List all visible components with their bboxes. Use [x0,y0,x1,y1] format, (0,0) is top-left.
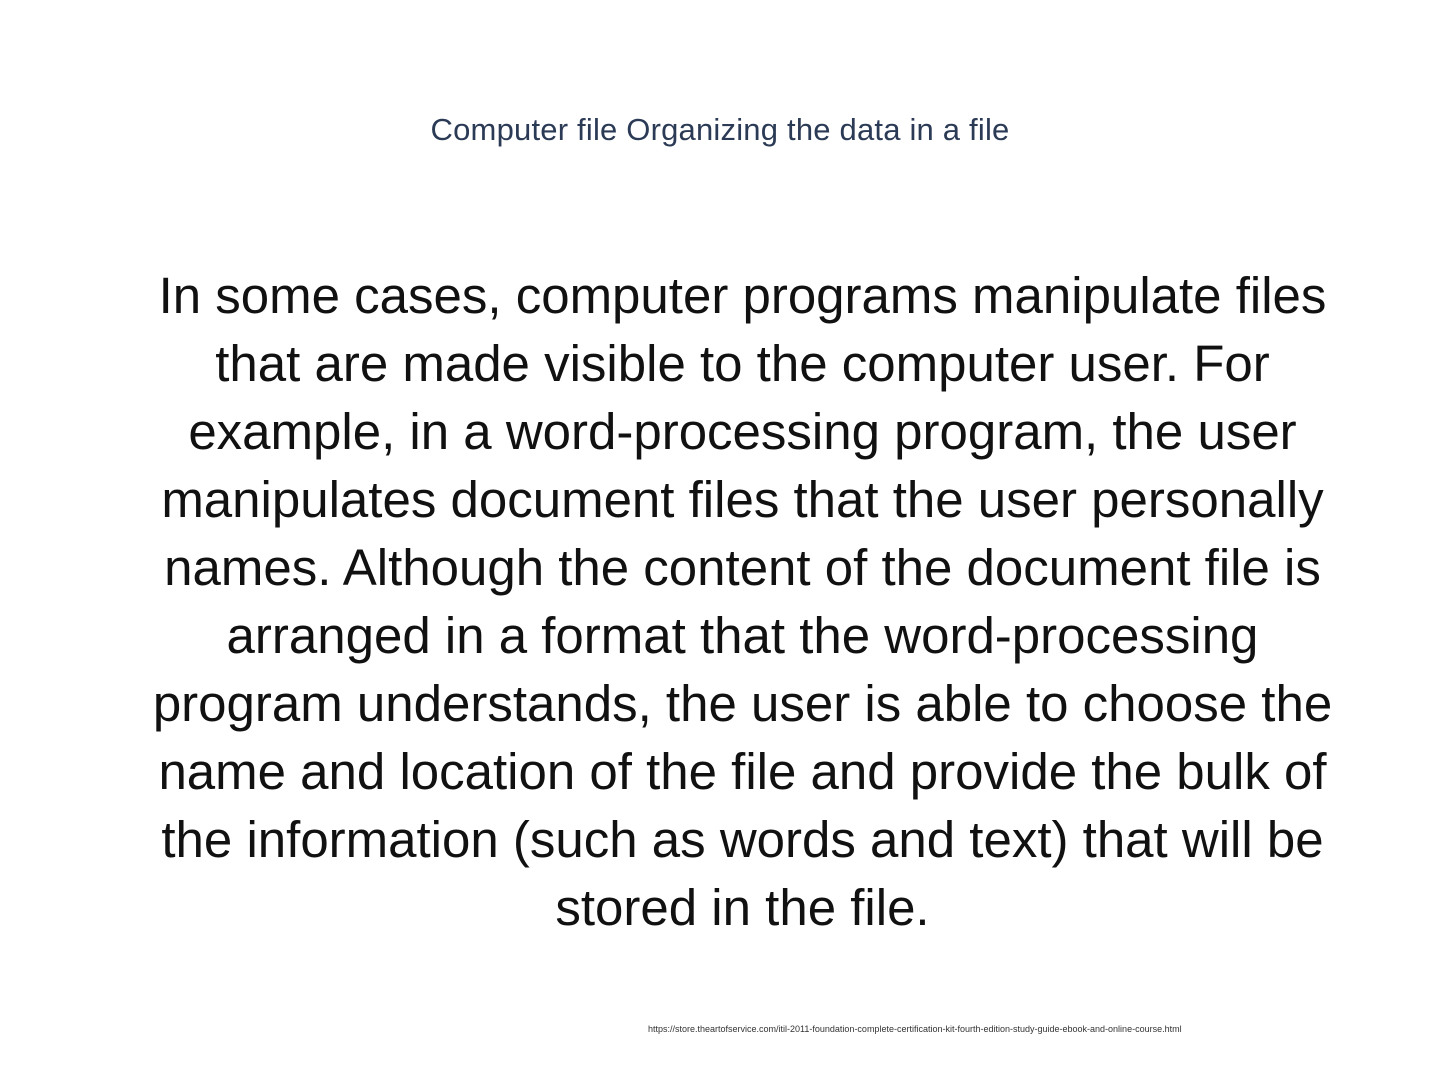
slide-body-text: In some cases, computer programs manipulate files that are made visible to the computer user. For example, in a word-processing program, the user manipulates document files that the user personally names. Although the content of the document file is arranged in a format that the word-processing program understands, the user is able to choose the name and location of the file and provide the bulk of the information (such as words and text) that will be stored in the file. [152,267,1333,936]
slide-title: Computer file Organizing the data in a file [430,112,1010,147]
source-url-footer[interactable]: https://store.theartofservice.com/itil-2011-foundation-complete-certification-kit-fourth-edition-study-guide-ebook-and-online-course.html [648,1024,1182,1034]
